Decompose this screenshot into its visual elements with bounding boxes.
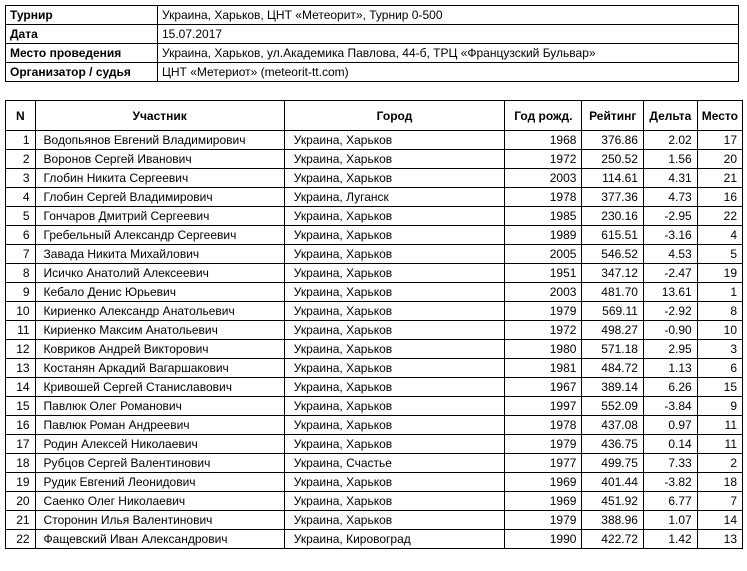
table-row bbox=[6, 492, 743, 511]
cell-place: 18 bbox=[697, 473, 742, 492]
cell-n: 1 bbox=[6, 131, 36, 150]
cell-city: Украина, Харьков bbox=[284, 302, 505, 321]
cell-city: Украина, Харьков bbox=[284, 397, 505, 416]
header-year: Год рожд. bbox=[505, 101, 582, 131]
header-city: Город bbox=[284, 101, 505, 131]
cell-place: 11 bbox=[697, 416, 742, 435]
cell-rating: 230.16 bbox=[582, 207, 644, 226]
info-row-venue bbox=[6, 44, 739, 63]
results-header-row bbox=[6, 101, 743, 131]
info-label: Дата bbox=[6, 25, 158, 44]
cell-n: 6 bbox=[6, 226, 36, 245]
table-row bbox=[6, 397, 743, 416]
cell-n: 11 bbox=[6, 321, 36, 340]
cell-delta: -3.16 bbox=[643, 226, 697, 245]
cell-delta: 0.14 bbox=[643, 435, 697, 454]
cell-rating: 546.52 bbox=[582, 245, 644, 264]
info-label: Турнир bbox=[6, 6, 158, 25]
cell-city: Украина, Харьков bbox=[284, 207, 505, 226]
cell-participant: Павлюк Олег Романович bbox=[35, 397, 284, 416]
table-row bbox=[6, 169, 743, 188]
cell-delta: 2.02 bbox=[643, 131, 697, 150]
cell-birth-year: 2003 bbox=[505, 169, 582, 188]
cell-delta: 4.31 bbox=[643, 169, 697, 188]
cell-participant: Завада Никита Михайлович bbox=[35, 245, 284, 264]
table-row bbox=[6, 245, 743, 264]
cell-place: 3 bbox=[697, 340, 742, 359]
header-place: Место bbox=[697, 101, 742, 131]
table-row bbox=[6, 283, 743, 302]
tournament-info-table bbox=[5, 5, 739, 82]
cell-participant: Кириенко Александр Анатольевич bbox=[35, 302, 284, 321]
cell-rating: 377.36 bbox=[582, 188, 644, 207]
cell-participant: Глобин Сергей Владимирович bbox=[35, 188, 284, 207]
header-name: Участник bbox=[35, 101, 284, 131]
cell-participant: Костанян Аркадий Вагаршакович bbox=[35, 359, 284, 378]
table-row bbox=[6, 435, 743, 454]
cell-city: Украина, Харьков bbox=[284, 435, 505, 454]
cell-rating: 388.96 bbox=[582, 511, 644, 530]
cell-participant: Рубцов Сергей Валентинович bbox=[35, 454, 284, 473]
cell-delta: -2.47 bbox=[643, 264, 697, 283]
cell-place: 4 bbox=[697, 226, 742, 245]
cell-city: Украина, Харьков bbox=[284, 169, 505, 188]
cell-delta: 6.77 bbox=[643, 492, 697, 511]
cell-n: 20 bbox=[6, 492, 36, 511]
cell-city: Украина, Харьков bbox=[284, 245, 505, 264]
table-row bbox=[6, 264, 743, 283]
cell-n: 10 bbox=[6, 302, 36, 321]
results-table bbox=[5, 100, 743, 549]
cell-city: Украина, Харьков bbox=[284, 340, 505, 359]
table-row bbox=[6, 359, 743, 378]
cell-place: 1 bbox=[697, 283, 742, 302]
cell-n: 19 bbox=[6, 473, 36, 492]
cell-delta: -0.90 bbox=[643, 321, 697, 340]
cell-n: 4 bbox=[6, 188, 36, 207]
cell-rating: 114.61 bbox=[582, 169, 644, 188]
cell-rating: 571.18 bbox=[582, 340, 644, 359]
cell-n: 15 bbox=[6, 397, 36, 416]
cell-delta: -2.95 bbox=[643, 207, 697, 226]
table-row bbox=[6, 511, 743, 530]
cell-birth-year: 1972 bbox=[505, 150, 582, 169]
cell-delta: 4.53 bbox=[643, 245, 697, 264]
header-rating: Рейтинг bbox=[582, 101, 644, 131]
cell-n: 9 bbox=[6, 283, 36, 302]
cell-city: Украина, Кировоград bbox=[284, 530, 505, 549]
cell-city: Украина, Харьков bbox=[284, 492, 505, 511]
info-value: ЦНТ «Метериот» (meteorit-tt.com) bbox=[158, 63, 739, 82]
cell-n: 5 bbox=[6, 207, 36, 226]
cell-rating: 498.27 bbox=[582, 321, 644, 340]
results-body bbox=[6, 131, 743, 549]
table-row bbox=[6, 340, 743, 359]
cell-city: Украина, Харьков bbox=[284, 226, 505, 245]
table-row bbox=[6, 131, 743, 150]
cell-rating: 569.11 bbox=[582, 302, 644, 321]
cell-city: Украина, Луганск bbox=[284, 188, 505, 207]
cell-n: 12 bbox=[6, 340, 36, 359]
cell-place: 7 bbox=[697, 492, 742, 511]
cell-participant: Саенко Олег Николаевич bbox=[35, 492, 284, 511]
cell-participant: Гребельный Александр Сергеевич bbox=[35, 226, 284, 245]
cell-delta: 0.97 bbox=[643, 416, 697, 435]
cell-birth-year: 1972 bbox=[505, 321, 582, 340]
cell-n: 21 bbox=[6, 511, 36, 530]
cell-participant: Фащевский Иван Александрович bbox=[35, 530, 284, 549]
cell-birth-year: 1989 bbox=[505, 226, 582, 245]
info-value: Украина, Харьков, ЦНТ «Метеорит», Турнир 0-500 bbox=[158, 6, 739, 25]
cell-rating: 376.86 bbox=[582, 131, 644, 150]
cell-rating: 451.92 bbox=[582, 492, 644, 511]
cell-participant: Воронов Сергей Иванович bbox=[35, 150, 284, 169]
cell-place: 16 bbox=[697, 188, 742, 207]
cell-delta: 13.61 bbox=[643, 283, 697, 302]
cell-place: 9 bbox=[697, 397, 742, 416]
cell-birth-year: 1980 bbox=[505, 340, 582, 359]
cell-rating: 437.08 bbox=[582, 416, 644, 435]
cell-city: Украина, Харьков bbox=[284, 378, 505, 397]
table-row bbox=[6, 473, 743, 492]
cell-participant: Кебало Денис Юрьевич bbox=[35, 283, 284, 302]
cell-birth-year: 2005 bbox=[505, 245, 582, 264]
cell-participant: Водопьянов Евгений Владимирович bbox=[35, 131, 284, 150]
table-row bbox=[6, 321, 743, 340]
cell-city: Украина, Харьков bbox=[284, 150, 505, 169]
cell-rating: 389.14 bbox=[582, 378, 644, 397]
cell-rating: 481.70 bbox=[582, 283, 644, 302]
cell-delta: 1.13 bbox=[643, 359, 697, 378]
header-n: N bbox=[6, 101, 36, 131]
cell-place: 11 bbox=[697, 435, 742, 454]
cell-n: 2 bbox=[6, 150, 36, 169]
table-row bbox=[6, 188, 743, 207]
cell-city: Украина, Харьков bbox=[284, 359, 505, 378]
cell-delta: 1.07 bbox=[643, 511, 697, 530]
info-row-organizer bbox=[6, 63, 739, 82]
cell-participant: Рудик Евгений Леонидович bbox=[35, 473, 284, 492]
cell-rating: 401.44 bbox=[582, 473, 644, 492]
cell-birth-year: 1990 bbox=[505, 530, 582, 549]
cell-city: Украина, Харьков bbox=[284, 321, 505, 340]
cell-n: 18 bbox=[6, 454, 36, 473]
header-delta: Дельта bbox=[643, 101, 697, 131]
cell-n: 16 bbox=[6, 416, 36, 435]
cell-n: 17 bbox=[6, 435, 36, 454]
cell-rating: 422.72 bbox=[582, 530, 644, 549]
cell-place: 8 bbox=[697, 302, 742, 321]
cell-place: 15 bbox=[697, 378, 742, 397]
cell-city: Украина, Харьков bbox=[284, 511, 505, 530]
cell-participant: Исичко Анатолий Алексеевич bbox=[35, 264, 284, 283]
cell-participant: Гончаров Дмитрий Сергеевич bbox=[35, 207, 284, 226]
table-row bbox=[6, 302, 743, 321]
cell-city: Украина, Харьков bbox=[284, 473, 505, 492]
cell-birth-year: 1977 bbox=[505, 454, 582, 473]
cell-place: 2 bbox=[697, 454, 742, 473]
cell-participant: Павлюк Роман Андреевич bbox=[35, 416, 284, 435]
cell-n: 13 bbox=[6, 359, 36, 378]
cell-rating: 484.72 bbox=[582, 359, 644, 378]
cell-city: Украина, Харьков bbox=[284, 283, 505, 302]
cell-delta: -3.84 bbox=[643, 397, 697, 416]
cell-birth-year: 1978 bbox=[505, 416, 582, 435]
cell-birth-year: 1969 bbox=[505, 492, 582, 511]
cell-rating: 499.75 bbox=[582, 454, 644, 473]
table-row bbox=[6, 454, 743, 473]
cell-place: 5 bbox=[697, 245, 742, 264]
cell-birth-year: 1985 bbox=[505, 207, 582, 226]
cell-delta: 6.26 bbox=[643, 378, 697, 397]
cell-place: 22 bbox=[697, 207, 742, 226]
info-label: Место проведения bbox=[6, 44, 158, 63]
cell-n: 8 bbox=[6, 264, 36, 283]
cell-participant: Сторонин Илья Валентинович bbox=[35, 511, 284, 530]
cell-delta: -2.92 bbox=[643, 302, 697, 321]
info-value: 15.07.2017 bbox=[158, 25, 739, 44]
cell-place: 17 bbox=[697, 131, 742, 150]
cell-n: 3 bbox=[6, 169, 36, 188]
cell-birth-year: 1979 bbox=[505, 435, 582, 454]
cell-place: 13 bbox=[697, 530, 742, 549]
table-row bbox=[6, 530, 743, 549]
cell-place: 6 bbox=[697, 359, 742, 378]
cell-birth-year: 2003 bbox=[505, 283, 582, 302]
cell-participant: Кириенко Максим Анатольевич bbox=[35, 321, 284, 340]
table-row bbox=[6, 416, 743, 435]
cell-delta: 1.42 bbox=[643, 530, 697, 549]
cell-rating: 250.52 bbox=[582, 150, 644, 169]
cell-city: Украина, Счастье bbox=[284, 454, 505, 473]
info-row-tournament bbox=[6, 6, 739, 25]
cell-place: 14 bbox=[697, 511, 742, 530]
table-row bbox=[6, 226, 743, 245]
cell-n: 14 bbox=[6, 378, 36, 397]
cell-birth-year: 1969 bbox=[505, 473, 582, 492]
cell-city: Украина, Харьков bbox=[284, 416, 505, 435]
cell-place: 20 bbox=[697, 150, 742, 169]
cell-birth-year: 1979 bbox=[505, 511, 582, 530]
cell-delta: 2.95 bbox=[643, 340, 697, 359]
cell-delta: 4.73 bbox=[643, 188, 697, 207]
cell-rating: 615.51 bbox=[582, 226, 644, 245]
cell-birth-year: 1967 bbox=[505, 378, 582, 397]
table-row bbox=[6, 378, 743, 397]
cell-birth-year: 1979 bbox=[505, 302, 582, 321]
cell-rating: 436.75 bbox=[582, 435, 644, 454]
cell-birth-year: 1968 bbox=[505, 131, 582, 150]
info-label: Организатор / судья bbox=[6, 63, 158, 82]
cell-city: Украина, Харьков bbox=[284, 131, 505, 150]
cell-city: Украина, Харьков bbox=[284, 264, 505, 283]
cell-birth-year: 1951 bbox=[505, 264, 582, 283]
cell-birth-year: 1978 bbox=[505, 188, 582, 207]
cell-participant: Родин Алексей Николаевич bbox=[35, 435, 284, 454]
cell-place: 21 bbox=[697, 169, 742, 188]
cell-n: 7 bbox=[6, 245, 36, 264]
info-row-date bbox=[6, 25, 739, 44]
table-row bbox=[6, 150, 743, 169]
cell-participant: Ковриков Андрей Викторович bbox=[35, 340, 284, 359]
cell-n: 22 bbox=[6, 530, 36, 549]
cell-delta: 7.33 bbox=[643, 454, 697, 473]
cell-rating: 347.12 bbox=[582, 264, 644, 283]
cell-delta: -3.82 bbox=[643, 473, 697, 492]
info-value: Украина, Харьков, ул.Академика Павлова, 44-б, ТРЦ «Французский Бульвар» bbox=[158, 44, 739, 63]
cell-place: 10 bbox=[697, 321, 742, 340]
cell-place: 19 bbox=[697, 264, 742, 283]
cell-birth-year: 1997 bbox=[505, 397, 582, 416]
cell-participant: Кривошей Сергей Станиславович bbox=[35, 378, 284, 397]
cell-delta: 1.56 bbox=[643, 150, 697, 169]
cell-participant: Глобин Никита Сергеевич bbox=[35, 169, 284, 188]
table-row bbox=[6, 207, 743, 226]
cell-rating: 552.09 bbox=[582, 397, 644, 416]
cell-birth-year: 1981 bbox=[505, 359, 582, 378]
